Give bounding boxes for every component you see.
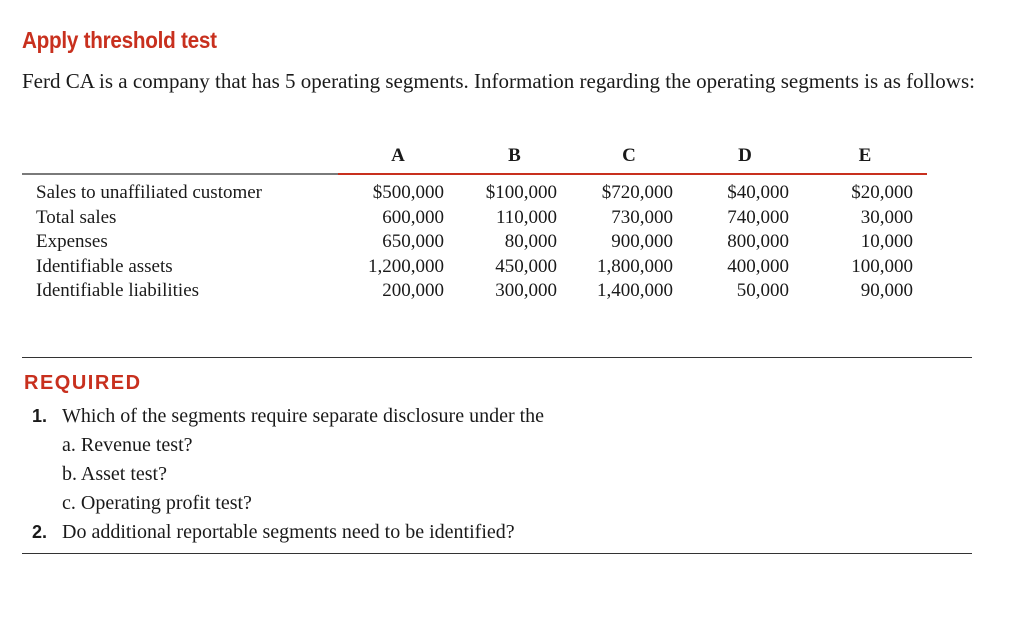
table-cell: 100,000 [851,255,913,277]
table-cell: 300,000 [495,280,557,301]
column-header-d: D [687,139,803,174]
question-1-text: Which of the segments require separate disclosure under the [62,405,545,427]
section-divider-bottom [22,553,972,554]
sub-question-a: a. Revenue test? [62,434,193,456]
row-label: Expenses [36,231,108,252]
table-row [22,230,927,255]
column-header-a: A [338,139,458,174]
table-header-row [22,139,927,174]
table-cell: 200,000 [382,280,444,301]
table-cell: 730,000 [611,206,673,228]
table-cell: 80,000 [504,231,557,252]
table-cell: 50,000 [736,280,789,301]
sub-question-b: b. Asset test? [62,463,167,485]
question-1 [32,405,544,428]
intro-text: Ferd CA is a company that has 5 operating segments. Information regarding the operating segments is as follows: [22,69,975,93]
table-cell: 90,000 [860,280,913,301]
table-cell: 450,000 [495,255,557,277]
heading: Apply threshold test [22,27,217,53]
column-header-c: C [571,139,687,174]
table-cell: $500,000 [372,182,444,203]
table-cell: 740,000 [727,206,789,228]
table-cell: 650,000 [382,231,444,252]
table-cell: 1,800,000 [597,255,673,277]
segments-table [22,139,927,304]
table-cell: 900,000 [611,231,673,252]
row-label: Identifiable assets [36,255,173,277]
table-cell: 800,000 [727,231,789,252]
table-row [22,174,927,206]
column-header-e: E [803,139,927,174]
row-label: Sales to unaffiliated customer [36,182,263,203]
table-cell: $20,000 [851,182,913,203]
sub-question-c: c. Operating profit test? [62,492,252,514]
table-cell: 1,200,000 [368,255,444,277]
table-row [22,279,927,304]
question-1-number: 1. [32,406,48,426]
question-2 [32,521,515,544]
required-title: REQUIRED [24,372,142,394]
table-cell: 400,000 [727,255,789,277]
table-row [22,206,927,231]
column-header-b: B [458,139,571,174]
table-cell: $40,000 [727,182,789,203]
row-label: Total sales [36,206,117,228]
section-divider-top [22,357,972,358]
table-cell: 1,400,000 [597,280,673,301]
table-cell: 30,000 [860,206,913,228]
table-cell: $100,000 [485,182,557,203]
table-cell: 600,000 [382,206,444,228]
question-2-text: Do additional reportable segments need to be identified? [62,521,515,543]
table-cell: 10,000 [860,231,913,252]
row-label: Identifiable liabilities [36,280,200,301]
table-row [22,255,927,280]
table-cell: $720,000 [601,182,673,203]
header-label-cell [22,139,338,174]
question-2-number: 2. [32,522,48,542]
table-cell: 110,000 [495,206,557,228]
